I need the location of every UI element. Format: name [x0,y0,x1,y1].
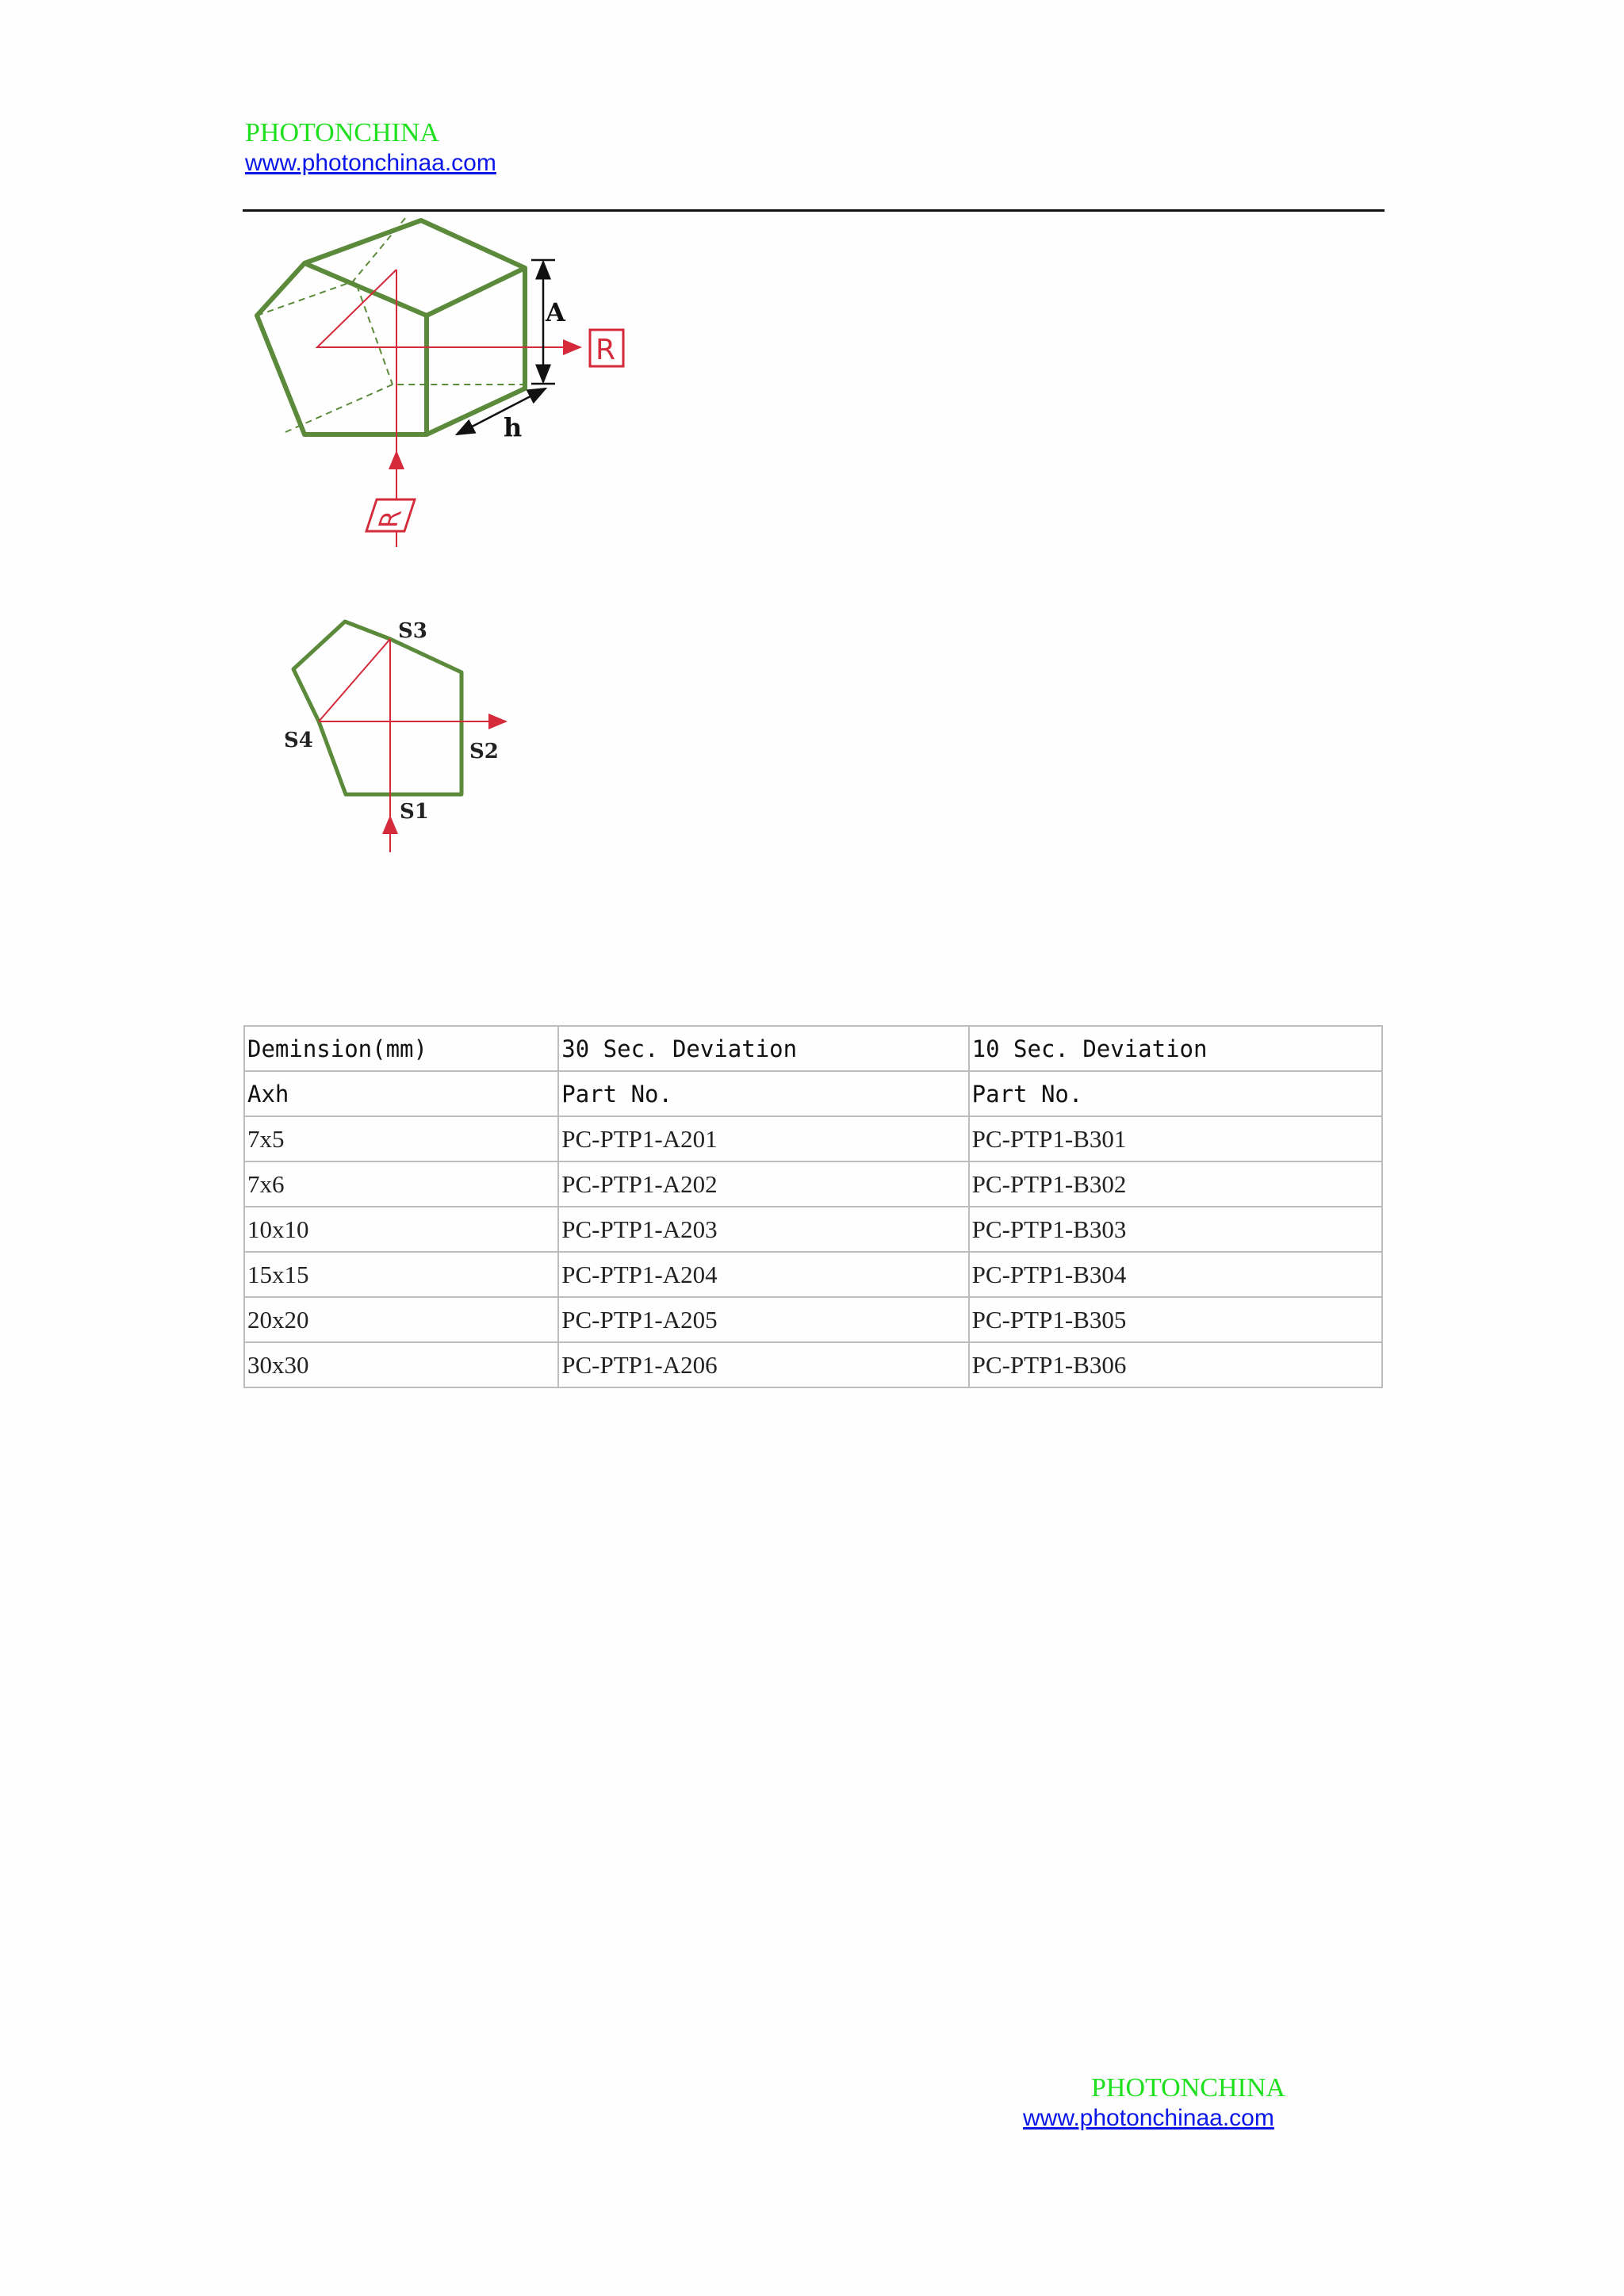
header-cell: 30 Sec. Deviation [558,1026,968,1071]
prism-face-diagram [278,610,531,856]
table-row [244,1297,1382,1342]
prism-3d-diagram [238,214,650,547]
table-header-row [244,1071,1382,1116]
surface-s4-label: S4 [284,729,313,752]
header-cell: 10 Sec. Deviation [969,1026,1382,1071]
pentagon-outline [293,622,462,794]
header-cell: Axh [244,1071,558,1116]
svg-text:R: R [596,334,616,366]
part-no-cell: PC-PTP1-B306 [969,1342,1382,1387]
table-row [244,1342,1382,1387]
table-row [244,1207,1382,1252]
part-no-cell: PC-PTP1-B305 [969,1297,1382,1342]
svg-text:R: R [373,510,408,528]
prism-beam-paths [317,270,580,547]
dimension-cell: 7x6 [244,1161,558,1207]
dimension-cell: 30x30 [244,1342,558,1387]
part-no-cell: PC-PTP1-A206 [558,1342,968,1387]
table-row [244,1116,1382,1161]
part-no-cell: PC-PTP1-A202 [558,1161,968,1207]
header-divider [243,209,1385,212]
part-no-cell: PC-PTP1-A201 [558,1116,968,1161]
footer-website-link[interactable]: www.photonchinaa.com [1023,2105,1274,2131]
prism-visible-edges [257,220,525,434]
part-no-cell: PC-PTP1-B302 [969,1161,1382,1207]
surface-s2-label: S2 [469,740,499,763]
dimension-cell: 7x5 [244,1116,558,1161]
image-in-icon [366,499,415,531]
spec-table [243,1025,1383,1388]
dimension-length-label: h [504,412,523,442]
dimension-cell: 20x20 [244,1297,558,1342]
table-header-row [244,1026,1382,1071]
image-out-icon [590,330,623,366]
part-no-cell: PC-PTP1-A205 [558,1297,968,1342]
part-no-cell: PC-PTP1-A203 [558,1207,968,1252]
footer-brand: PHOTONCHINA [1091,2073,1285,2103]
dimension-cell: 10x10 [244,1207,558,1252]
surface-s3-label: S3 [398,619,427,643]
dimension-height-label: A [546,297,565,327]
surface-s1-label: S1 [400,800,429,824]
header-cell: Deminsion(mm) [244,1026,558,1071]
header-cell: Part No. [558,1071,968,1116]
header-website-link[interactable]: www.photonchinaa.com [245,150,496,176]
table-row [244,1161,1382,1207]
header-cell: Part No. [969,1071,1382,1116]
header-brand: PHOTONCHINA [245,118,439,147]
part-no-cell: PC-PTP1-B303 [969,1207,1382,1252]
dimension-cell: 15x15 [244,1252,558,1297]
part-no-cell: PC-PTP1-A204 [558,1252,968,1297]
part-no-cell: PC-PTP1-B304 [969,1252,1382,1297]
part-no-cell: PC-PTP1-B301 [969,1116,1382,1161]
table-row [244,1252,1382,1297]
